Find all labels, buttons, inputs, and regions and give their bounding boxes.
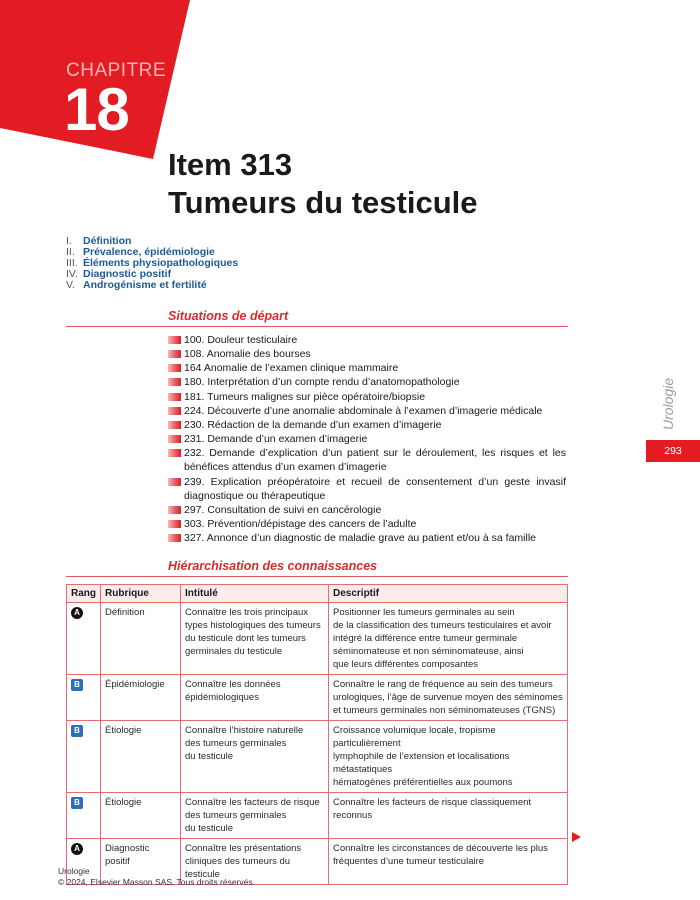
list-item-text: 297. Consultation de suivi en cancérologie <box>184 503 382 516</box>
table-row <box>67 721 568 793</box>
list-item-text: 232. Demande d’explication d’un patient sur le déroulement, les risques et les bénéfices attendus d’un examen d’imagerie <box>184 447 566 474</box>
toc-number: I. <box>66 235 72 247</box>
situations-heading: Situations de départ <box>168 309 289 323</box>
table-header-row <box>67 585 568 603</box>
section-divider <box>66 576 568 577</box>
cell-line: des tumeurs germinales <box>185 810 287 821</box>
rank-b-icon: B <box>71 725 83 737</box>
table-row <box>67 793 568 839</box>
descriptif-cell <box>329 793 568 839</box>
rank-b-icon: B <box>71 679 83 691</box>
cell-line: des tumeurs germinales <box>185 738 287 749</box>
rubrique-cell: Définition <box>101 603 181 675</box>
toc-link[interactable]: Androgénisme et fertilité <box>83 279 207 291</box>
rank-cell <box>67 675 101 721</box>
bullet-icon <box>168 407 181 415</box>
list-item-text: 224. Découverte d’une anomalie abdominale à l’examen d’imagerie médicale <box>184 404 543 417</box>
cell-line: types histologiques des tumeurs <box>185 620 321 631</box>
bullet-icon <box>168 506 181 514</box>
toc-link[interactable]: Diagnostic positif <box>83 268 172 280</box>
list-item <box>168 390 566 404</box>
cell-line: et tumeurs germinales non séminomateuses (TGNS) <box>333 705 556 716</box>
cell-line: germinales du testicule <box>185 646 283 657</box>
cell-line: de la classification des tumeurs testiculaires et avoir <box>333 620 552 631</box>
bullet-icon <box>168 478 181 486</box>
bullet-icon <box>168 393 181 401</box>
bullet-icon <box>168 378 181 386</box>
rubrique-cell: Épidémiologie <box>101 675 181 721</box>
list-item <box>168 418 566 432</box>
list-item-text: 100. Douleur testiculaire <box>184 334 298 346</box>
cell-line: fréquentes d’une tumeur testiculaire <box>333 856 485 867</box>
descriptif-cell <box>329 839 568 885</box>
bullet-icon <box>168 336 181 344</box>
rubrique-cell: Diagnostic positif <box>101 839 181 885</box>
rubrique-cell: Étiologie <box>101 793 181 839</box>
cell-line: Connaître le rang de fréquence au sein des tumeurs <box>333 679 553 690</box>
table-row <box>67 675 568 721</box>
toc-link[interactable]: Prévalence, épidémiologie <box>83 246 215 258</box>
list-item-text: 239. Explication préopératoire et recueil de consentement d’un geste invasif diagnostique ou thérapeutique <box>184 475 566 502</box>
side-section-label: Urologie <box>660 377 676 430</box>
cell-line: du testicule dont les tumeurs <box>185 633 306 644</box>
chapter-number: 18 <box>64 76 129 143</box>
list-item-text: 327. Annonce d’un diagnostic de maladie grave au patient et/ou à sa famille <box>184 532 536 545</box>
toc-number: II. <box>66 246 75 258</box>
list-item <box>168 333 566 347</box>
bullet-icon <box>168 534 181 542</box>
cell-line: épidémiologiques <box>185 692 259 703</box>
list-item <box>168 375 566 389</box>
descriptif-cell <box>329 721 568 793</box>
intitule-cell <box>181 721 329 793</box>
title-line-2: Tumeurs du testicule <box>168 185 478 220</box>
toc-link[interactable]: Éléments physiopathologiques <box>83 257 239 269</box>
list-item-text: 303. Prévention/dépistage des cancers de l’adulte <box>184 518 417 531</box>
bullet-icon <box>168 520 181 528</box>
page-number: 293 <box>646 440 700 462</box>
list-item-text: 108. Anomalie des bourses <box>184 348 311 361</box>
table-row <box>67 603 568 675</box>
cell-line: Connaître les circonstances de découverte les plus <box>333 843 548 854</box>
hierarchy-heading: Hiérarchisation des connaissances <box>168 559 378 573</box>
cell-line: du testicule <box>185 751 234 762</box>
rank-cell <box>67 721 101 793</box>
intitule-cell <box>181 675 329 721</box>
list-item <box>168 432 566 446</box>
continue-arrow-icon <box>572 832 581 842</box>
chapter-label: CHAPITRE <box>66 60 167 81</box>
list-item <box>168 361 566 375</box>
cell-line: séminomateuse et non séminomateuse, ainsi <box>333 646 524 657</box>
toc-link[interactable]: Définition <box>83 235 132 247</box>
bullet-icon <box>168 435 181 443</box>
cell-line: que leurs différentes composantes <box>333 659 479 670</box>
bullet-icon <box>168 350 181 358</box>
cell-line: hématogènes préférentielles aux poumons <box>333 777 513 788</box>
list-item <box>168 404 566 418</box>
rank-a-icon: A <box>71 607 83 619</box>
bullet-icon <box>168 449 181 457</box>
cell-line: Connaître les facteurs de risque classiquement reconnus <box>333 797 532 821</box>
cell-line: lymphophile de l’extension et localisations métastatiques <box>333 751 510 775</box>
list-item-text: 180. Interprétation d’un compte rendu d’anatomopathologie <box>184 376 460 389</box>
cell-line: Connaître l’histoire naturelle <box>185 725 304 736</box>
rank-a-icon: A <box>71 843 83 855</box>
cell-line: intégré la différence entre tumeur germinale <box>333 633 518 644</box>
footer-book-title: Urologie <box>58 866 90 876</box>
bullet-icon <box>168 421 181 429</box>
situations-list <box>168 333 566 545</box>
list-item <box>168 446 566 474</box>
list-item <box>168 475 566 503</box>
list-item-text: 181. Tumeurs malignes sur pièce opératoire/biopsie <box>184 390 426 403</box>
list-item <box>168 503 566 517</box>
column-header-intitule: Intitulé <box>181 585 329 603</box>
column-header-rang: Rang <box>67 585 101 603</box>
knowledge-table <box>66 584 568 885</box>
descriptif-cell <box>329 603 568 675</box>
column-header-descriptif: Descriptif <box>329 585 568 603</box>
footer-copyright: © 2024, Elsevier Masson SAS. Tous droits réservés. <box>58 877 255 887</box>
cell-line: urologiques, l’âge de survenue moyen des séminomes <box>333 692 563 703</box>
cell-line: Positionner les tumeurs germinales au sein <box>333 607 515 618</box>
toc-item[interactable] <box>66 280 238 291</box>
rank-cell <box>67 793 101 839</box>
column-header-rubrique: Rubrique <box>101 585 181 603</box>
cell-line: Connaître les présentations <box>185 843 302 854</box>
cell-line: cliniques des tumeurs du testicule <box>185 856 291 880</box>
rank-b-icon: B <box>71 797 83 809</box>
page-footer <box>58 866 255 888</box>
title-line-1: Item 313 <box>168 147 293 182</box>
cell-line: Connaître les trois principaux <box>185 607 309 618</box>
list-item <box>168 347 566 361</box>
section-divider <box>66 326 568 327</box>
cell-line: Connaître les données <box>185 679 281 690</box>
rank-cell <box>67 603 101 675</box>
descriptif-cell <box>329 675 568 721</box>
list-item <box>168 517 566 531</box>
bullet-icon <box>168 364 181 372</box>
list-item <box>168 531 566 545</box>
table-of-contents <box>66 236 238 291</box>
intitule-cell <box>181 603 329 675</box>
page-title <box>168 146 478 222</box>
cell-line: Croissance volumique locale, tropisme particulièrement <box>333 725 496 749</box>
list-item-text: 231. Demande d’un examen d’imagerie <box>184 433 368 446</box>
rubrique-cell: Étiologie <box>101 721 181 793</box>
toc-number: IV. <box>66 268 78 280</box>
intitule-cell <box>181 793 329 839</box>
cell-line: Connaître les facteurs de risque <box>185 797 320 808</box>
list-item-text: 230. Rédaction de la demande d’un examen d’imagerie <box>184 418 442 431</box>
list-item-text: 164 Anomalie de l’examen clinique mammaire <box>184 362 399 375</box>
toc-number: V. <box>66 279 75 291</box>
cell-line: du testicule <box>185 823 234 834</box>
toc-number: III. <box>66 257 78 269</box>
